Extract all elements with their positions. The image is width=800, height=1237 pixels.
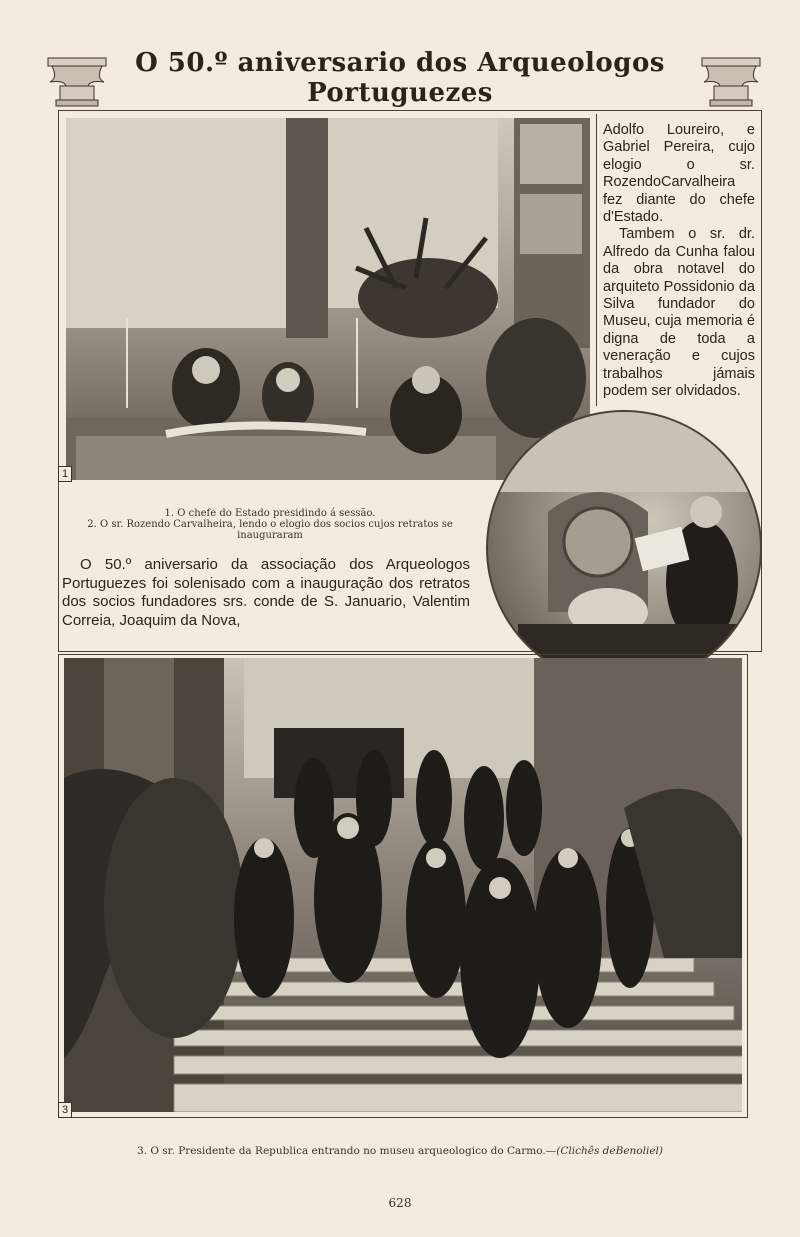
side-column-text: [603, 122, 755, 401]
caption-photo-3-text: 3. O sr. Presidente da Republica entrando no museu arqueologico do Carmo.—: [136, 1145, 557, 1157]
photo-president-entering-museum: [64, 658, 742, 1112]
page-title: O 50.º aniversario dos Arqueologos Portuguezes: [135, 48, 665, 108]
article-body-text: O 50.º aniversario da associação dos Arqueologos Portuguezes foi solenisado com a inauguração dos retratos dos socios fundadores srs. conde de S. Januario, Valentim Correia, Joaquim da Nova,: [62, 556, 470, 629]
side-paragraph-1: Adolfo Loureiro, e Gabriel Pereira, cujo elogio o sr. RozendoCarvalheira fez diante do chefe d'Estado.: [603, 122, 755, 226]
plate-number-1: 1: [58, 466, 72, 482]
plate-number-3: 3: [58, 1102, 72, 1118]
caption-photo-1: 1. O chefe do Estado presidindo á sessão.: [164, 508, 376, 519]
captions-photos-1-2: [70, 508, 470, 541]
column-capital-ornament-right: [698, 56, 764, 108]
side-paragraph-2: Tambem o sr. dr. Alfredo da Cunha falou da obra notavel do arquiteto Possidonio da Silva fundador do Museu, cuja memoria é digna de toda a veneração e cujos trabalhos jámais podem ser olvidados.: [603, 226, 755, 400]
photo-credit: (Clichês deBenoliel): [556, 1145, 664, 1157]
caption-photo-2: 2. O sr. Rozendo Carvalheira, lendo o elogio dos socios cujos retratos se inauguraram: [87, 519, 453, 541]
photo-speaker-reading: [486, 410, 762, 686]
photo-staircase-illustration: [64, 658, 742, 1112]
photo-speaker-illustration: [488, 412, 760, 684]
caption-photo-3: [60, 1145, 740, 1157]
column-capital-ornament-left: [44, 56, 110, 108]
page-number: 628: [388, 1196, 412, 1210]
